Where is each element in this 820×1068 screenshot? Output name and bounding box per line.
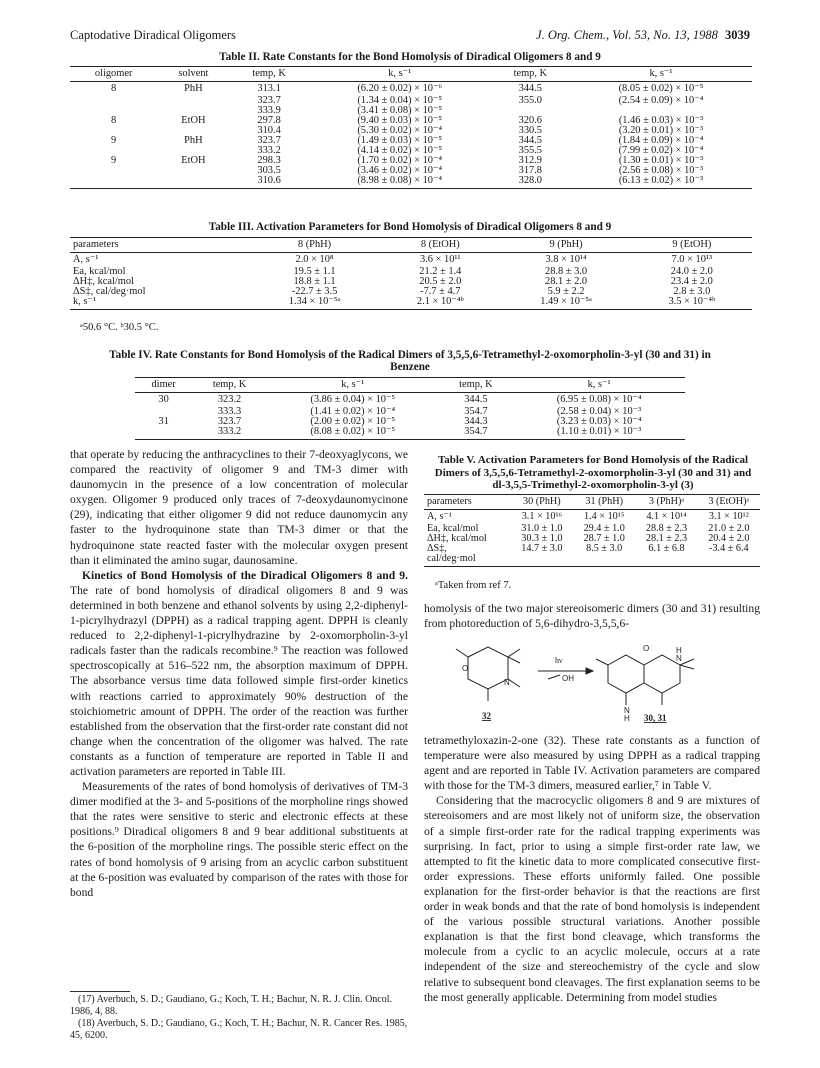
table4 xyxy=(135,377,685,440)
table-cell: (1.49 ± 0.03) × 10⁻⁵ xyxy=(357,135,443,146)
table-cell: (9.40 ± 0.03) × 10⁻⁵ xyxy=(357,115,443,126)
table-cell: ΔS‡, xyxy=(427,543,447,554)
table4-caption-line2: Benzene xyxy=(390,361,430,373)
table-row xyxy=(135,393,685,408)
table-cell: 303.5 xyxy=(257,165,281,176)
table-cell: 297.8 xyxy=(257,115,281,126)
table-cell xyxy=(70,96,157,106)
page-number: 3039 xyxy=(725,28,750,42)
table-header-row xyxy=(424,495,760,510)
table-cell: k, s⁻¹ xyxy=(70,297,249,310)
paragraph: Considering that the macrocyclic oligomers 8 and 9 are mixtures of stereoisomers and are most likely not of uniform size, the observation of a simple first-order rate for the radical trapping experiments was surprising. In fact, prior to using a simple first-order rate law, we attempted to fit the kinetic data to more complicated consecutive first-order expressions. These efforts uniformly failed. One possible explanation for the first-order behavior is that the reactions are first order in weak bonds and that the rate of bond homolysis is independent of the various possible structural variations. Another possible explanation is that the first bond cleavage, which transforms the molecule from a cyclic to an acyclic molecule, occurs at a rate independent of the size and stereochemistry of the cycle and slow relative to subsequent bond cleavages. The first explanation seems to be the most generally applicable. Determining from model studies xyxy=(424,794,760,1004)
table-cell: (2.00 ± 0.02) × 10⁻⁵ xyxy=(310,416,396,427)
svg-text:H: H xyxy=(676,646,682,655)
table-cell xyxy=(698,554,760,567)
table-cell xyxy=(70,176,157,189)
table-cell: (6.95 ± 0.08) × 10⁻⁴ xyxy=(556,394,642,405)
table-cell: 28.8 ± 3.0 xyxy=(545,266,588,277)
table-cell: 317.8 xyxy=(518,165,543,176)
table-cell: 1.49 × 10⁻⁵ᵃ xyxy=(500,297,631,310)
references xyxy=(70,994,408,1042)
table-cell: 1.34 × 10⁻⁵ᵃ xyxy=(249,297,380,310)
table-row xyxy=(70,253,752,268)
table-cell: -3.4 ± 6.4 xyxy=(709,543,749,554)
table-cell: 323.2 xyxy=(217,394,242,405)
table-cell: (1.46 ± 0.03) × 10⁻³ xyxy=(618,115,704,126)
table-cell: 20.5 ± 2.0 xyxy=(419,276,462,287)
table3-caption: Table III. Activation Parameters for Bond Homolysis of Diradical Oligomers 8 and 9 xyxy=(208,221,612,233)
table-cell: (5.30 ± 0.02) × 10⁻⁴ xyxy=(357,125,443,136)
table-cell: (1.84 ± 0.09) × 10⁻⁴ xyxy=(618,135,704,146)
table-row xyxy=(70,176,752,189)
table-cell: 323.7 xyxy=(257,95,281,106)
paragraph: Kinetics of Bond Homolysis of the Diradical Oligomers 8 and 9. The rate of bond homolysis of diradical oligomers 8 and 9 was determined in both benzene and ethanol solvents by using 2,2-diphenyl-1-picrylhydrazyl (DPPH) as a radical trapping agent. DPPH is cleanly reduced to 2,2-diphenyl-1-picrylhydrazine by 2-oxomorpholin-3-yl radicals faster than the radicals recombine.⁹ The reaction was followed spectroscopically at 516–522 nm, the absorption maximum of DPPH. The absorbance versus time data followed simple first-order kinetics with reactions carried to approximately 90% destruction of the stoichiometric amount of DPPH. The order of the reaction was further established from the observation that the first-order rate constant did not change when the concentration of the oligomer was halved. The rate constants as a function of temperature are reported in Table II and activation parameters are reported in Table III. xyxy=(70,568,408,778)
section-heading: Kinetics of Bond Homolysis of the Diradical Oligomers 8 and 9. xyxy=(82,568,408,582)
paragraph: Measurements of the rates of bond homolysis of derivatives of TM-3 dimer modified at the 3- and 5-positions of the morpholine rings showed that the rates were sensitive to steric and electronic effects at these positions.⁹ Diradical oligomers 8 and 9 bear additional substituents at the 6-position of the morpholine rings. The possible steric effect on the rates of bond homolysis of 9 arising from an acyclic carbon substituent at the 6-position was evaluated by comparison of the rates with those for bond xyxy=(70,780,408,899)
table-cell: 333.2 xyxy=(257,145,281,156)
table-cell: 30.3 ± 1.0 xyxy=(521,533,563,544)
svg-text:O: O xyxy=(643,644,650,653)
table-cell: 1.4 × 10¹⁵ xyxy=(584,511,625,522)
table-cell: 19.5 ± 1.1 xyxy=(293,266,336,277)
table-cell: (1.30 ± 0.01) × 10⁻³ xyxy=(618,155,704,166)
table-cell: 298.3 xyxy=(257,155,281,166)
journal-citation xyxy=(536,28,750,43)
table-cell: -7.7 ± 4.7 xyxy=(420,286,461,297)
table-row xyxy=(70,82,752,97)
table-cell: 3.8 × 10¹⁴ xyxy=(545,254,587,265)
table-cell: 344.5 xyxy=(518,83,543,94)
reference-18: (18) Averbuch, S. D.; Gaudiano, G.; Koch, T. H.; Bachur, N. R. Cancer Res. 1985, 45, 6200. xyxy=(70,1018,408,1041)
table-cell: 24.0 ± 2.0 xyxy=(670,266,713,277)
right-column-top xyxy=(424,601,760,631)
table-cell: 320.6 xyxy=(518,115,543,126)
table-cell: (3.86 ± 0.04) × 10⁻⁵ xyxy=(310,394,396,405)
table-cell: (1.41 ± 0.02) × 10⁻⁴ xyxy=(310,406,396,417)
table-row xyxy=(70,277,752,287)
reference-17: (17) Averbuch, S. D.; Gaudiano, G.; Koch, T. H.; Bachur, N. R. J. Clin. Oncol. 1986, 4, 88. xyxy=(70,994,393,1017)
table-cell: 2.8 ± 3.0 xyxy=(673,286,711,297)
column-header: 8 (EtOH) xyxy=(380,238,500,253)
table3 xyxy=(70,237,752,310)
table-cell xyxy=(157,176,229,189)
column-header: 9 (PhH) xyxy=(500,238,631,253)
reagent-label: OH xyxy=(562,674,574,683)
column-header: oligomer xyxy=(70,67,157,82)
footnote-rule xyxy=(70,991,130,992)
table3-footnote: ᵃ50.6 °C. ᵇ30.5 °C. xyxy=(80,322,159,333)
column-header: k, s⁻¹ xyxy=(309,67,491,82)
compound-label-30-31: 30, 31 xyxy=(644,713,667,723)
svg-text:N: N xyxy=(624,706,630,715)
table-cell: A, s⁻¹ xyxy=(73,254,99,265)
table-cell: EtOH xyxy=(181,115,206,126)
arrow-label: hν xyxy=(555,656,563,665)
table-cell: 21.2 ± 1.4 xyxy=(419,266,462,277)
table-cell: 323.7 xyxy=(217,416,242,427)
table-cell: 31.0 ± 1.0 xyxy=(521,523,563,534)
column-header: k, s⁻¹ xyxy=(267,378,439,393)
table-cell: 3.5 × 10⁻⁴ᵇ xyxy=(632,297,752,310)
column-header: 3 (PhH)ᵃ xyxy=(635,495,697,510)
table-cell xyxy=(511,554,573,567)
reaction-scheme xyxy=(448,635,738,725)
table-cell: (3.41 ± 0.08) × 10⁻⁵ xyxy=(357,105,443,116)
table-cell: 8 xyxy=(111,83,117,94)
table-cell: (3.46 ± 0.02) × 10⁻⁴ xyxy=(357,165,443,176)
table-cell: 31 xyxy=(158,416,169,427)
journal-name: J. Org. Chem., Vol. 53, No. 13, 1988 xyxy=(536,28,718,42)
table-cell xyxy=(635,554,697,567)
table-cell: 3.6 × 10¹¹ xyxy=(419,254,461,265)
table-cell: 9 xyxy=(111,135,117,146)
column-header: parameters xyxy=(424,495,511,510)
table-cell: 344.3 xyxy=(464,416,488,427)
svg-text:N: N xyxy=(676,654,682,663)
right-column xyxy=(424,733,760,1005)
table-row xyxy=(70,267,752,277)
table-row xyxy=(70,287,752,297)
table-cell: (4.14 ± 0.02) × 10⁻⁵ xyxy=(357,145,443,156)
morpholine-ring-left xyxy=(608,655,644,693)
table-cell: 344.5 xyxy=(464,394,488,405)
table-cell: (6.13 ± 0.02) × 10⁻³ xyxy=(570,176,752,189)
column-header: temp, K xyxy=(230,67,309,82)
table-cell: 3.1 × 10¹⁶ xyxy=(521,511,563,522)
column-header: dimer xyxy=(135,378,192,393)
table4-caption-line1: Table IV. Rate Constants for Bond Homolysis of the Radical Dimers of 3,5,5,6-Tetramethyl-2-oxomorpholin-3-yl (30 and 31) in xyxy=(109,349,711,361)
table-cell: (8.08 ± 0.02) × 10⁻⁵ xyxy=(267,427,439,440)
table-cell: 313.1 xyxy=(257,83,281,94)
table-cell: 310.4 xyxy=(257,125,281,136)
table-cell: PhH xyxy=(184,135,203,146)
paragraph: homolysis of the two major stereoisomeric dimers (30 and 31) resulting from photoreduction of 5,6-dihydro-3,5,5,6- xyxy=(424,602,760,631)
table-cell: A, s⁻¹ xyxy=(427,511,452,522)
table-cell: 354.7 xyxy=(464,406,488,417)
table-cell: (3.20 ± 0.01) × 10⁻³ xyxy=(618,125,704,136)
table-cell: -22.7 ± 3.5 xyxy=(291,286,338,297)
table-cell: (1.34 ± 0.04) × 10⁻⁵ xyxy=(357,95,443,106)
table-row xyxy=(424,554,760,567)
table-cell xyxy=(157,166,229,176)
table-cell: EtOH xyxy=(181,155,206,166)
table-cell: 6.1 ± 6.8 xyxy=(648,543,685,554)
table-cell: (2.54 ± 0.09) × 10⁻⁴ xyxy=(618,95,704,106)
column-header: 31 (PhH) xyxy=(573,495,635,510)
running-title: Captodative Diradical Oligomers xyxy=(70,28,236,42)
table-cell: 29.4 ± 1.0 xyxy=(583,523,625,534)
table-cell: 21.0 ± 2.0 xyxy=(708,523,750,534)
table-header-row xyxy=(70,67,752,82)
paragraph: tetramethyloxazin-2-one (32). These rate constants as a function of temperature were also measured by using DPPH as a radical trapping agent and are reported in Table IV. Activation parameters are compared with those for the TM-3 dimers, measured earlier,⁷ in Table V. xyxy=(424,734,760,793)
table-cell: 28.7 ± 1.0 xyxy=(583,533,625,544)
table-cell: 323.7 xyxy=(257,135,281,146)
table-cell: 355.5 xyxy=(518,145,543,156)
table-cell: Ea, kcal/mol xyxy=(73,266,126,277)
svg-text:O: O xyxy=(462,664,469,673)
table-cell: cal/deg·mol xyxy=(424,554,511,567)
table-cell xyxy=(135,427,192,440)
table-cell: 2.0 × 10⁸ xyxy=(295,254,334,265)
table-cell: 23.4 ± 2.0 xyxy=(670,276,713,287)
column-header: parameters xyxy=(70,238,249,253)
table-header-row xyxy=(70,238,752,253)
table2-caption: Table II. Rate Constants for the Bond Homolysis of Diradical Oligomers 8 and 9 xyxy=(219,51,601,63)
table-cell: 333.2 xyxy=(192,427,267,440)
table5 xyxy=(424,494,760,567)
svg-text:N: N xyxy=(504,678,510,687)
table-cell: 8 xyxy=(111,115,117,126)
table-cell: (1.70 ± 0.02) × 10⁻⁴ xyxy=(357,155,443,166)
oxazinone-ring xyxy=(468,647,508,689)
table-cell: 28.8 ± 2.3 xyxy=(645,523,688,534)
table-cell: 9 xyxy=(111,155,117,166)
column-header: 8 (PhH) xyxy=(249,238,380,253)
table2 xyxy=(70,66,752,189)
paragraph: that operate by reducing the anthracyclines to their 7-deoxyaglycons, we compared the reactivity of oligomer 9 and TM-3 dimer with daunomycin in the presence of a low concentration of molecular oxygen. Oligomer 9 produced only traces of 7-deoxydaunomycinone (29), indicating that either oligomer 9 did not reduce daunomycin any faster to the hydroquinone state than TM-3 dimer or that the hydroquinone state reacted faster with the molecular oxygen present than it eliminated the amino sugar, daunosamine. xyxy=(70,448,408,567)
table-header-row xyxy=(135,378,685,393)
table-cell: 4.1 × 10¹⁴ xyxy=(646,511,687,522)
table-cell: 328.0 xyxy=(491,176,570,189)
table-cell: 333.3 xyxy=(217,406,242,417)
compound-label-32: 32 xyxy=(482,711,491,721)
table-cell xyxy=(70,166,157,176)
table-row xyxy=(424,510,760,525)
table-cell: ΔH‡, kcal/mol xyxy=(73,276,134,287)
table-cell: 330.5 xyxy=(518,125,543,136)
table4-caption xyxy=(60,349,760,373)
table-cell: 14.7 ± 3.0 xyxy=(521,543,563,554)
table-cell xyxy=(573,554,635,567)
table-cell: 2.1 × 10⁻⁴ᵇ xyxy=(380,297,500,310)
table-cell: 28.1 ± 2.0 xyxy=(545,276,588,287)
table-cell: (2.56 ± 0.08) × 10⁻³ xyxy=(618,165,704,176)
table-cell: 18.8 ± 1.1 xyxy=(293,276,336,287)
table-cell xyxy=(157,96,229,106)
svg-text:H: H xyxy=(624,714,630,723)
table-cell: 5.9 ± 2.2 xyxy=(547,286,585,297)
table-cell: 30 xyxy=(158,394,169,405)
column-header: temp, K xyxy=(439,378,514,393)
table-cell: PhH xyxy=(184,83,203,94)
table-cell: 7.0 × 10¹³ xyxy=(671,254,713,265)
table-cell: (3.23 ± 0.03) × 10⁻⁴ xyxy=(556,416,642,427)
column-header: temp, K xyxy=(192,378,267,393)
table-cell: ΔS‡, cal/deg·mol xyxy=(73,286,146,297)
column-header: k, s⁻¹ xyxy=(513,378,685,393)
table-cell: (1.10 ± 0.01) × 10⁻³ xyxy=(513,427,685,440)
table-cell: 344.5 xyxy=(518,135,543,146)
table-cell: ΔH‡, kcal/mol xyxy=(427,533,487,544)
column-header: 30 (PhH) xyxy=(511,495,573,510)
table5-footnote: ᵃTaken from ref 7. xyxy=(435,580,512,591)
table-cell: 310.6 xyxy=(230,176,309,189)
table-cell: 28.1 ± 2.3 xyxy=(645,533,688,544)
table-cell: (7.99 ± 0.02) × 10⁻⁴ xyxy=(618,145,704,156)
column-header: solvent xyxy=(157,67,229,82)
table-cell: 20.4 ± 2.0 xyxy=(708,533,750,544)
column-header: 3 (EtOH)ᵃ xyxy=(698,495,760,510)
column-header: 9 (EtOH) xyxy=(632,238,752,253)
table-cell: 354.7 xyxy=(439,427,514,440)
column-header: temp, K xyxy=(491,67,570,82)
table-cell: Ea, kcal/mol xyxy=(427,523,479,534)
table-cell: (8.98 ± 0.08) × 10⁻⁴ xyxy=(309,176,491,189)
table-cell: 333.9 xyxy=(257,105,281,116)
table5-caption: Table V. Activation Parameters for Bond Homolysis of the Radical Dimers of 3,5,5,6-Tetramethyl-2-oxomorpholin-3-yl (30 and 31) and dl-3,5,5-Trimethyl-2-oxomorpholin-3-yl (3) xyxy=(434,454,752,491)
table-row xyxy=(135,427,685,440)
table-cell: (2.58 ± 0.04) × 10⁻³ xyxy=(557,406,642,417)
table-cell: 3.1 × 10¹² xyxy=(708,511,749,522)
morpholine-ring-right xyxy=(644,655,680,693)
table-cell: 312.9 xyxy=(518,155,543,166)
table-cell: (6.20 ± 0.02) × 10⁻⁶ xyxy=(357,83,443,94)
table-row xyxy=(70,297,752,310)
table-cell: (8.05 ± 0.02) × 10⁻⁵ xyxy=(618,83,704,94)
table-cell: 355.0 xyxy=(518,95,543,106)
column-header: k, s⁻¹ xyxy=(570,67,752,82)
table-cell: 8.5 ± 3.0 xyxy=(586,543,623,554)
left-column xyxy=(70,447,408,900)
